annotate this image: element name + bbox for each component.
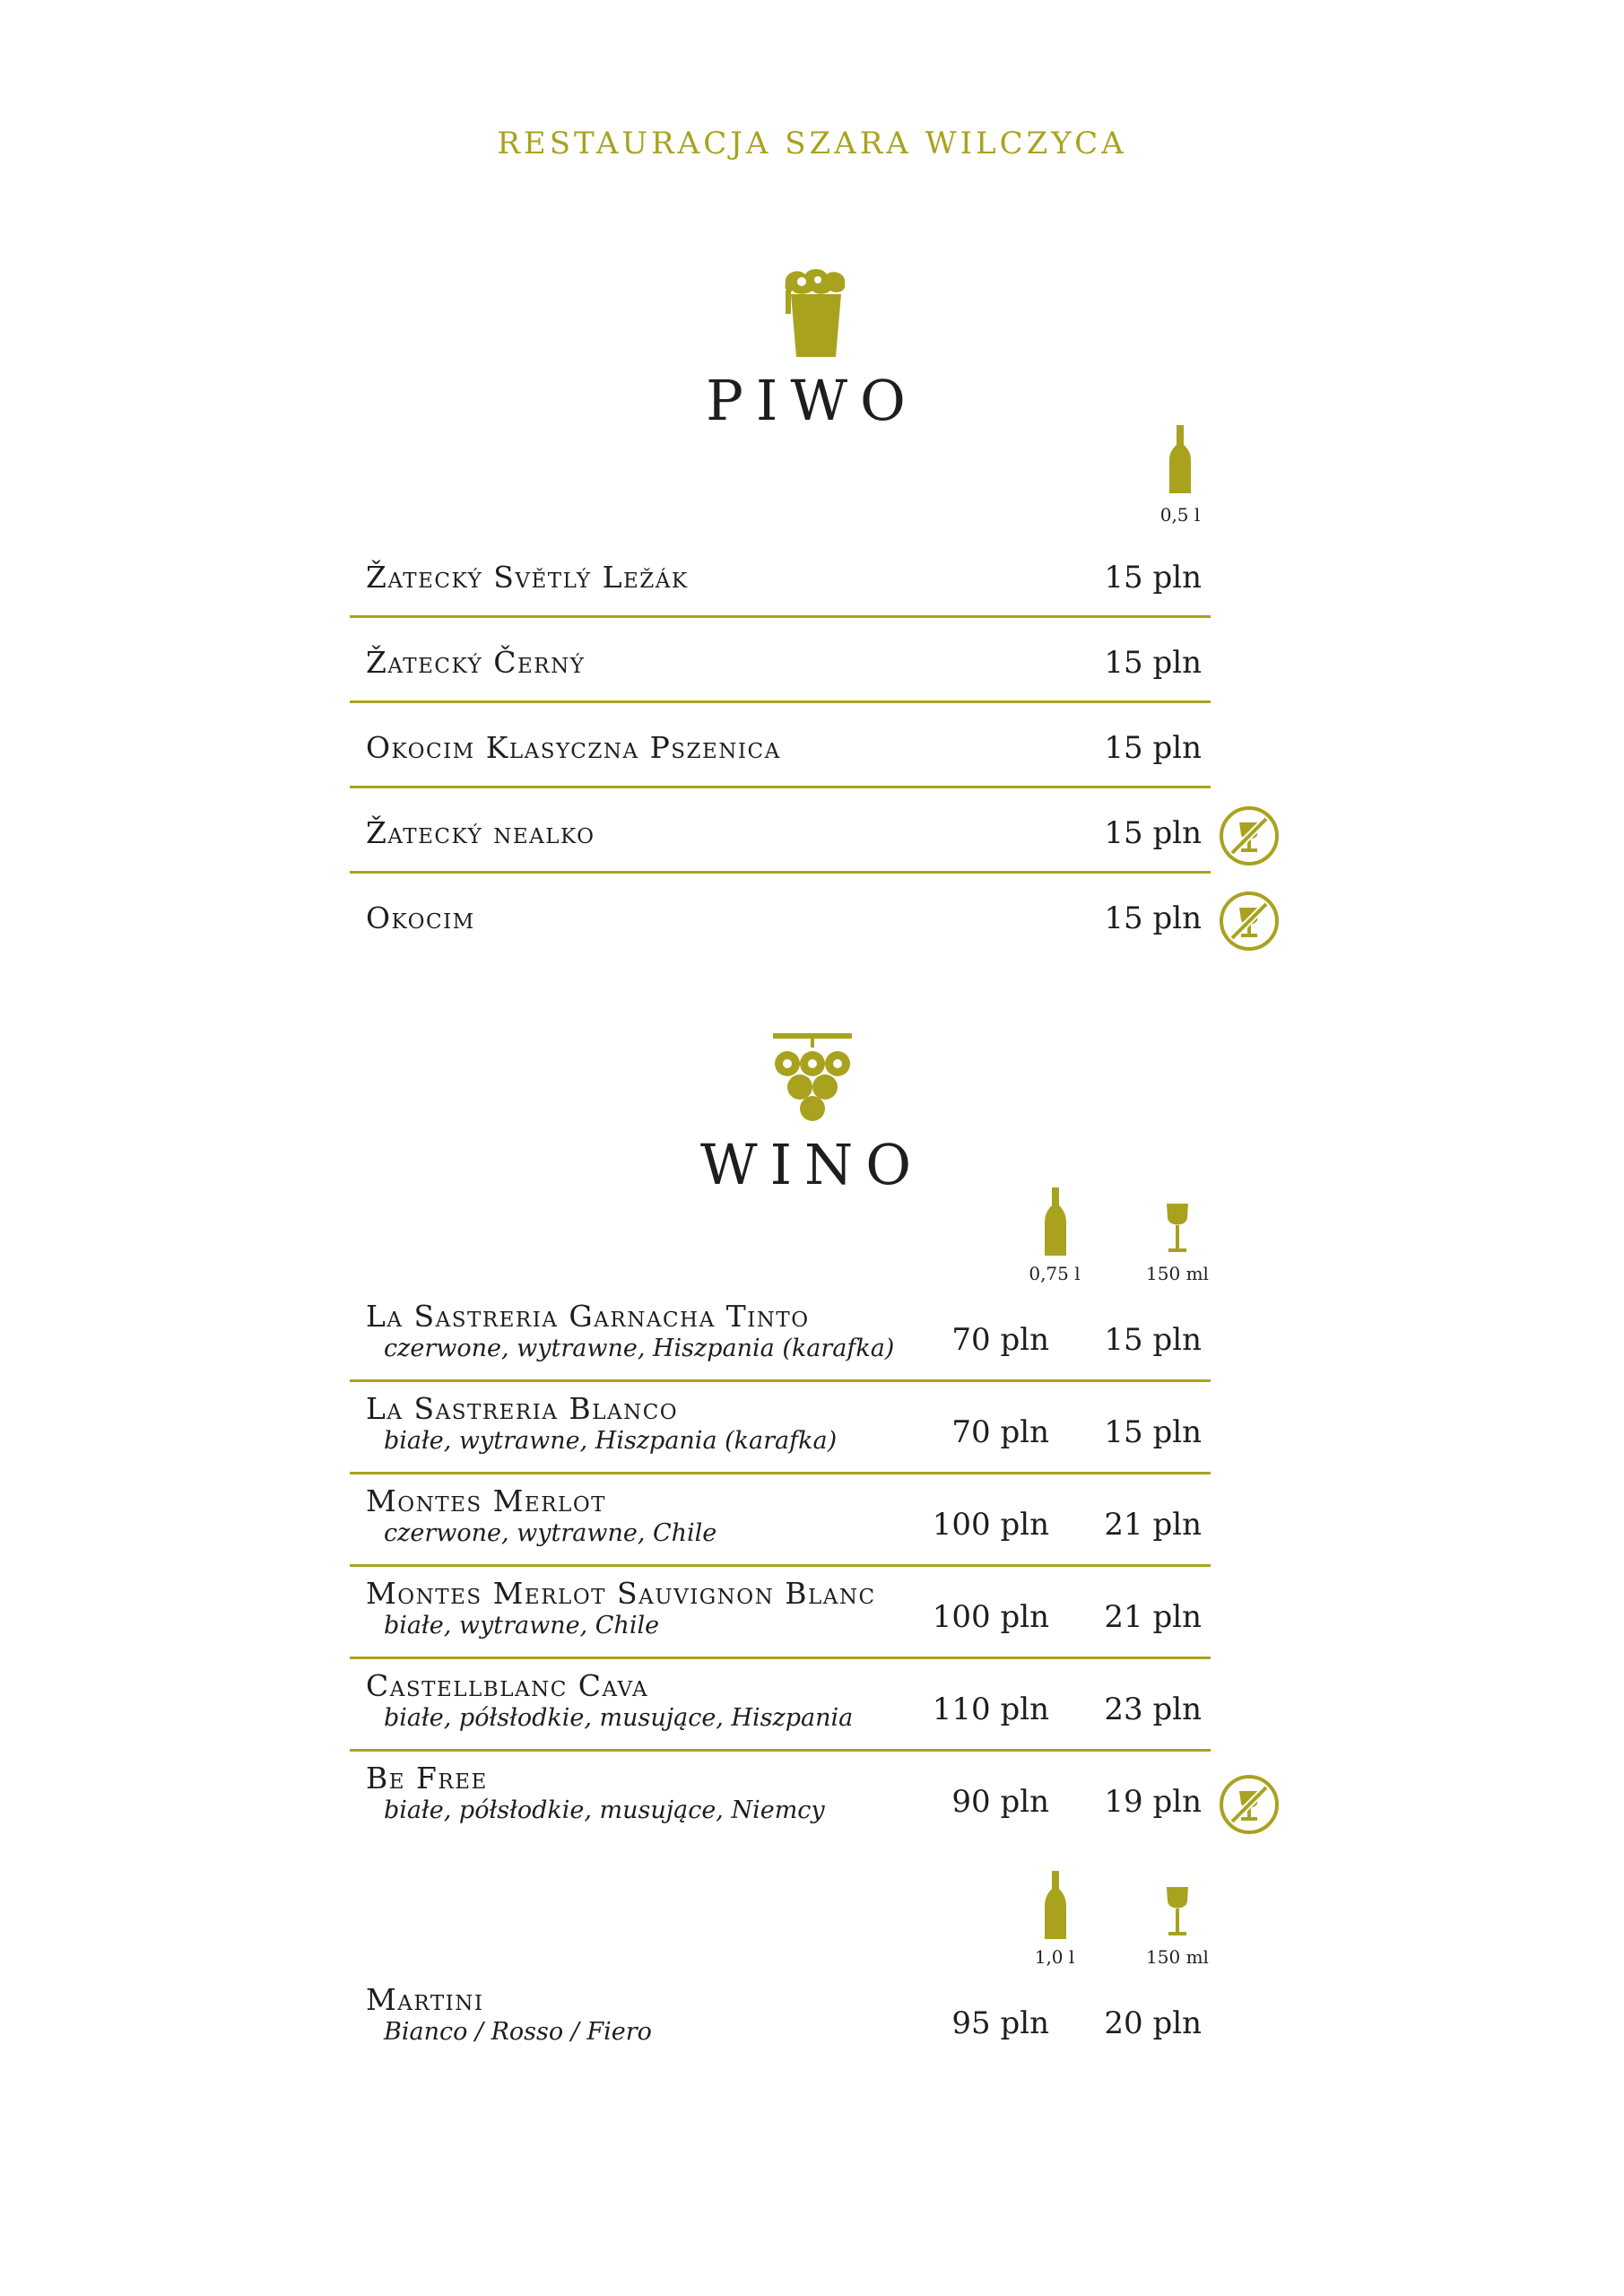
bottle-price: 110 pln [932,1692,1049,1727]
bottle-price: 100 pln [932,1599,1049,1635]
item-name: Žatecký nealko [366,815,595,850]
grapes-icon [769,1033,855,1123]
vermouth-glass-volume-label: 150 ml [1146,1946,1209,1968]
wine-glass-icon [1159,1885,1195,1944]
divider [350,871,1211,874]
bottle-price: 100 pln [932,1507,1049,1543]
bottle-price: 95 pln [951,2005,1049,2041]
divider [350,615,1211,618]
glass-price: 15 pln [1104,1414,1202,1450]
bottle-price: 70 pln [951,1414,1049,1450]
item-price: 15 pln [1104,560,1202,596]
glass-price: 21 pln [1104,1599,1202,1635]
wine-glass-volume-label: 150 ml [1146,1263,1209,1284]
list-item [350,726,1211,780]
list-item [350,897,1211,951]
item-name: Be Free [366,1761,488,1796]
list-item [350,556,1211,610]
item-description: białe, półsłodkie, musujące, Hiszpania [384,1704,854,1732]
item-name: La Sastreria Garnacha Tinto [366,1299,810,1334]
beer-bottle-icon [1162,423,1198,499]
item-name: La Sastreria Blanco [366,1391,679,1426]
item-description: białe, wytrawne, Hiszpania (karafka) [384,1427,838,1455]
divider [350,1564,1211,1567]
divider [350,1749,1211,1752]
glass-price: 15 pln [1104,1322,1202,1358]
wine-glass-icon [1159,1202,1195,1261]
item-name: Martini [366,1982,484,2017]
list-item [350,1982,1211,2063]
list-item [350,1483,1211,1564]
divider [350,1472,1211,1474]
divider [350,700,1211,703]
item-description: czerwone, wytrawne, Chile [384,1519,717,1547]
non-alcoholic-icon [1218,804,1281,867]
wine-section-title: WINO [699,1132,925,1197]
item-name: Montes Merlot Sauvignon Blanc [366,1576,876,1611]
list-item [350,812,1211,865]
liquor-bottle-icon [1038,1869,1073,1944]
glass-price: 20 pln [1104,2005,1202,2041]
list-item [350,1391,1211,1472]
item-description: białe, półsłodkie, musujące, Niemcy [384,1796,825,1824]
bottle-price: 90 pln [951,1784,1049,1820]
item-name: Okocim [366,900,475,935]
item-price: 15 pln [1104,645,1202,681]
list-item [350,641,1211,695]
beer-mug-icon [782,267,850,361]
item-name: Žatecký Světlý Ležák [366,560,689,595]
vermouth-bottle-volume-label: 1,0 l [1034,1946,1075,1968]
bottle-price: 70 pln [951,1322,1049,1358]
list-item [350,1668,1211,1749]
glass-price: 21 pln [1104,1507,1202,1543]
item-name: Castellblanc Cava [366,1668,649,1703]
wine-bottle-icon [1038,1186,1073,1261]
item-name: Montes Merlot [366,1483,607,1518]
beer-volume-label: 0,5 l [1159,504,1201,526]
item-description: Bianco / Rosso / Fiero [384,2018,652,2046]
divider [350,1379,1211,1382]
beer-section-title: PIWO [706,368,918,433]
glass-price: 19 pln [1104,1784,1202,1820]
item-price: 15 pln [1104,730,1202,766]
wine-bottle-volume-label: 0,75 l [1029,1263,1081,1284]
list-item [350,1576,1211,1657]
non-alcoholic-icon [1218,1773,1281,1836]
list-item [350,1299,1211,1379]
item-description: czerwone, wytrawne, Hiszpania (karafka) [384,1335,895,1362]
restaurant-name: RESTAURACJA SZARA WILCZYCA [497,126,1127,161]
glass-price: 23 pln [1104,1692,1202,1727]
item-name: Žatecký Černý [366,645,586,680]
item-price: 15 pln [1104,815,1202,851]
divider [350,786,1211,788]
non-alcoholic-icon [1218,890,1281,952]
list-item [350,1761,1211,1841]
divider [350,1657,1211,1659]
item-name: Okocim Klasyczna Pszenica [366,730,781,765]
item-price: 15 pln [1104,900,1202,936]
item-description: białe, wytrawne, Chile [384,1612,660,1639]
